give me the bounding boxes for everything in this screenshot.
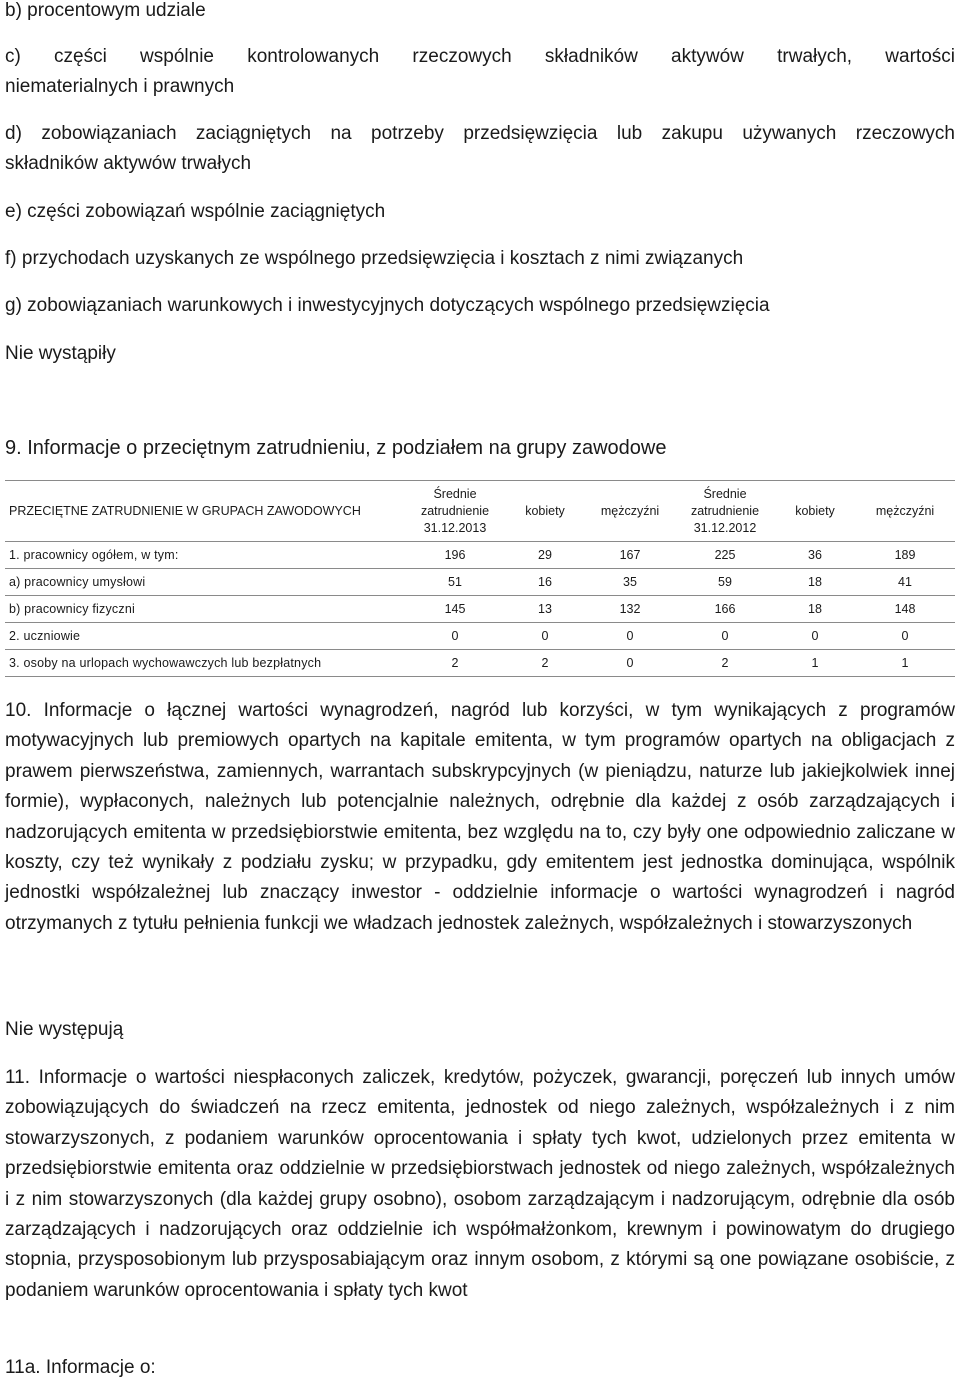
header-women-2012: kobiety — [775, 481, 855, 542]
item-c-line2: niematerialnych i prawnych — [5, 76, 235, 97]
cell-avg-2013: 2 — [405, 650, 505, 677]
cell-avg-2012: 166 — [675, 596, 775, 623]
table-row — [5, 542, 955, 569]
cell-men-2013: 0 — [585, 623, 675, 650]
cell-men-2013: 0 — [585, 650, 675, 677]
header-avg-2013-l3: 31.12.2013 — [423, 520, 487, 535]
cell-women-2012: 18 — [775, 569, 855, 596]
item-g: g) zobowiązaniach warunkowych i inwestycyjnych dotyczących wspólnego przedsięwzięcia — [5, 295, 770, 316]
cell-avg-2012: 0 — [675, 623, 775, 650]
row-label: 2. uczniowie — [5, 623, 405, 650]
header-avg-2012-l1: Średnie — [703, 486, 747, 501]
cell-avg-2013: 196 — [405, 542, 505, 569]
header-women-2013: kobiety — [505, 481, 585, 542]
table-row — [5, 623, 955, 650]
cell-women-2013: 0 — [505, 623, 585, 650]
section-9-title: 9. Informacje o przeciętnym zatrudnieniu, z podziałem na grupy zawodowe — [5, 437, 667, 459]
cell-avg-2013: 145 — [405, 596, 505, 623]
cell-men-2013: 132 — [585, 596, 675, 623]
row-label: a) pracownicy umysłowi — [5, 569, 405, 596]
section-11-paragraph: 11. Informacje o wartości niespłaconych zaliczek, kredytów, pożyczek, gwarancji, poręczeń lub innych umów zobowiązujących do świadczeń na rzecz emitenta, jednostek od niego zależnych, współzależnych i z nim stowarzyszonych, z podaniem warunków oprocentowania i spłaty tych kwot, udzielonych przez emitenta w przedsiębiorstwie emitenta oraz oddzielnie w przedsiębiorstwach jednostek od niego zależnych, współzależnych i z nim stowarzyszonych (dla każdej grupy osobno), osobom zarządzającym i nadzorującym, odrębnie dla osób zarządzających i nadzorujących oraz oddzielnie ich współmałżonkom, krewnym i powinowatym do drugiego stopnia, przysposobionym lub przysposabiającym oraz innym osobom, z którymi są one powiązane osobiście, z podaniem warunków oprocentowania i spłaty tych kwot — [5, 1067, 955, 1301]
section-10-paragraph: 10. Informacje o łącznej wartości wynagrodzeń, nagród lub korzyści, w tym wynikających z programów motywacyjnych lub premiowych opartych na kapitale emitenta, w tym programów opartych na obligacjach z prawem pierwszeństwa, zamiennych, warrantach subskrypcyjnych (w pieniądzu, naturze lub jakiejkolwiek innej formie), wypłaconych, należnych lub potencjalnie należnych, odrębnie dla każdej z osób zarządzających i nadzorujących emitenta w przedsiębiorstwie emitenta, bez względu na to, czy były one odpowiednio zaliczane w koszty, czy też wynikały z podziału zysku; w przypadku, gdy emitentem jest jednostka dominująca, wspólnik jednostki współzależnej lub znaczący inwestor - oddzielnie informacje o wartości wynagrodzeń i nagród otrzymanych z tytułu pełnienia funkcji we władzach jednostek zależnych, współzależnych i stowarzyszonych — [5, 700, 955, 934]
section-11a-title: 11a. Informacje o: — [5, 1357, 156, 1378]
section-10-none-note: Nie występują — [5, 1019, 124, 1040]
item-d-line1: d) zobowiązaniach zaciągniętych na potrzeby przedsięwzięcia lub zakupu używanych rzeczowych — [5, 123, 955, 144]
cell-men-2012: 189 — [855, 542, 955, 569]
cell-women-2013: 16 — [505, 569, 585, 596]
header-avg-2012 — [675, 481, 775, 542]
employment-table — [5, 480, 955, 677]
cell-men-2012: 41 — [855, 569, 955, 596]
cell-women-2012: 1 — [775, 650, 855, 677]
item-f: f) przychodach uzyskanych ze wspólnego przedsięwzięcia i kosztach z nimi związanych — [5, 248, 744, 269]
cell-women-2013: 2 — [505, 650, 585, 677]
cell-avg-2013: 0 — [405, 623, 505, 650]
cell-men-2013: 167 — [585, 542, 675, 569]
cell-women-2013: 13 — [505, 596, 585, 623]
cell-men-2013: 35 — [585, 569, 675, 596]
none-occurred-note: Nie wystąpiły — [5, 343, 116, 364]
row-label: 3. osoby na urlopach wychowawczych lub bezpłatnych — [5, 650, 405, 677]
item-d-line2: składników aktywów trwałych — [5, 153, 252, 174]
cell-avg-2012: 225 — [675, 542, 775, 569]
cell-men-2012: 148 — [855, 596, 955, 623]
header-men-2012: mężczyźni — [855, 481, 955, 542]
table-row — [5, 596, 955, 623]
item-e: e) części zobowiązań wspólnie zaciągniętych — [5, 201, 386, 222]
cell-women-2012: 0 — [775, 623, 855, 650]
header-men-2013: mężczyźni — [585, 481, 675, 542]
header-avg-2013-l2: zatrudnienie — [420, 503, 490, 518]
cell-men-2012: 1 — [855, 650, 955, 677]
cell-avg-2012: 2 — [675, 650, 775, 677]
cell-avg-2012: 59 — [675, 569, 775, 596]
row-label: 1. pracownicy ogółem, w tym: — [5, 542, 405, 569]
item-b: b) procentowym udziale — [5, 0, 206, 21]
table-row — [5, 569, 955, 596]
cell-women-2012: 36 — [775, 542, 855, 569]
cell-avg-2013: 51 — [405, 569, 505, 596]
cell-women-2013: 29 — [505, 542, 585, 569]
cell-women-2012: 18 — [775, 596, 855, 623]
row-label: b) pracownicy fizyczni — [5, 596, 405, 623]
cell-men-2012: 0 — [855, 623, 955, 650]
header-avg-2013-l1: Średnie — [433, 486, 477, 501]
table-row — [5, 650, 955, 677]
header-avg-2013 — [405, 481, 505, 542]
header-avg-2012-l2: zatrudnienie — [690, 503, 760, 518]
header-avg-2012-l3: 31.12.2012 — [693, 520, 757, 535]
header-groups: PRZECIĘTNE ZATRUDNIENIE W GRUPACH ZAWODOWYCH — [5, 481, 405, 542]
table-header-row — [5, 481, 955, 542]
item-c-line1: c) części wspólnie kontrolowanych rzeczowych składników aktywów trwałych, wartości — [5, 46, 955, 67]
